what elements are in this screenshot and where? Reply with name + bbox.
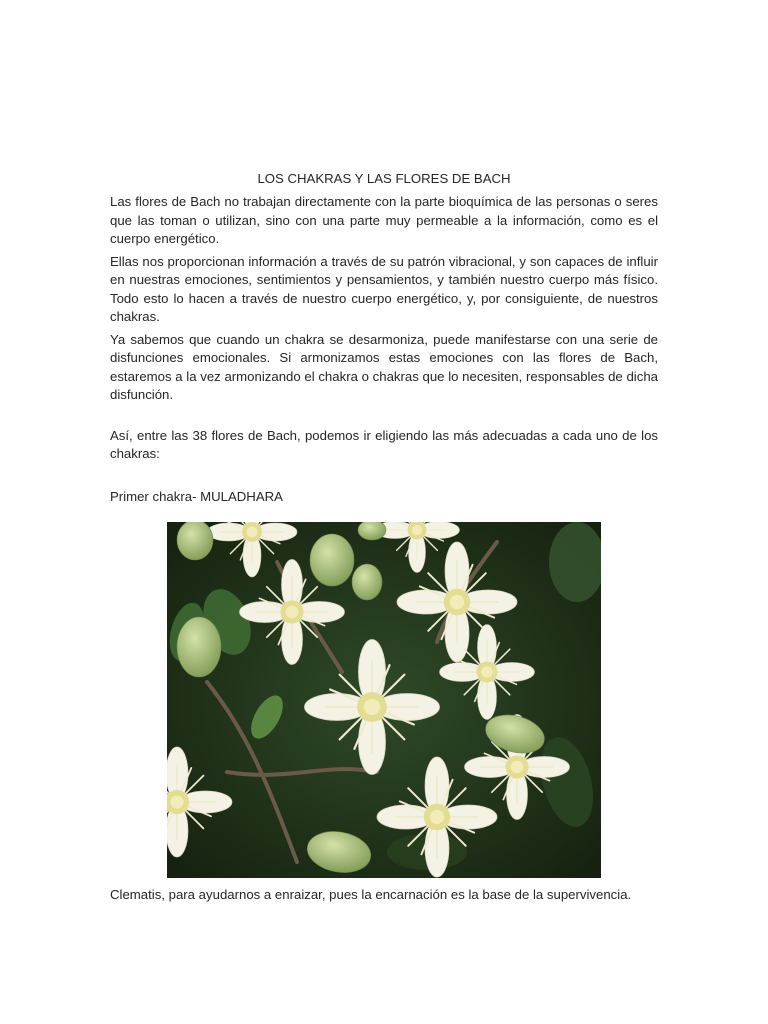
document-page (110, 170, 658, 506)
paragraph-disharmony: Ya sabemos que cuando un chakra se desarmoniza, puede manifestarse con una serie de disfunciones emocionales. Si armonizamos estas emociones con las flores de Bach, estaremos a la vez armonizando el chakra o chakras que lo necesiten, responsables de dicha disfunción. (110, 331, 658, 402)
paragraph-vibrational: Ellas nos proporcionan información a través de su patrón vibracional, y son capaces de influir en nuestras emociones, sentimientos y pensamientos, y también nuestro cuerpo más físico. Todo esto lo hacen a través de nuestro cuerpo energético, y, por consiguiente, de nuestros chakras. (110, 253, 658, 324)
paragraph-selection: Así, entre las 38 flores de Bach, podemos ir eligiendo las más adecuadas a cada uno de los chakras: (110, 427, 658, 461)
clematis-flower-photo (167, 522, 601, 878)
image-caption: Clematis, para ayudarnos a enraizar, pues la encarnación es la base de la supervivencia. (110, 887, 632, 902)
chakra-heading: Primer chakra- MULADHARA (110, 488, 283, 504)
document-title: LOS CHAKRAS Y LAS FLORES DE BACH (257, 171, 511, 186)
paragraph-intro: Las flores de Bach no trabajan directamente con la parte bioquímica de las personas o seres que las toman o utilizan, sino con una parte muy permeable a la información, como es el cuerpo energético. (110, 194, 658, 246)
